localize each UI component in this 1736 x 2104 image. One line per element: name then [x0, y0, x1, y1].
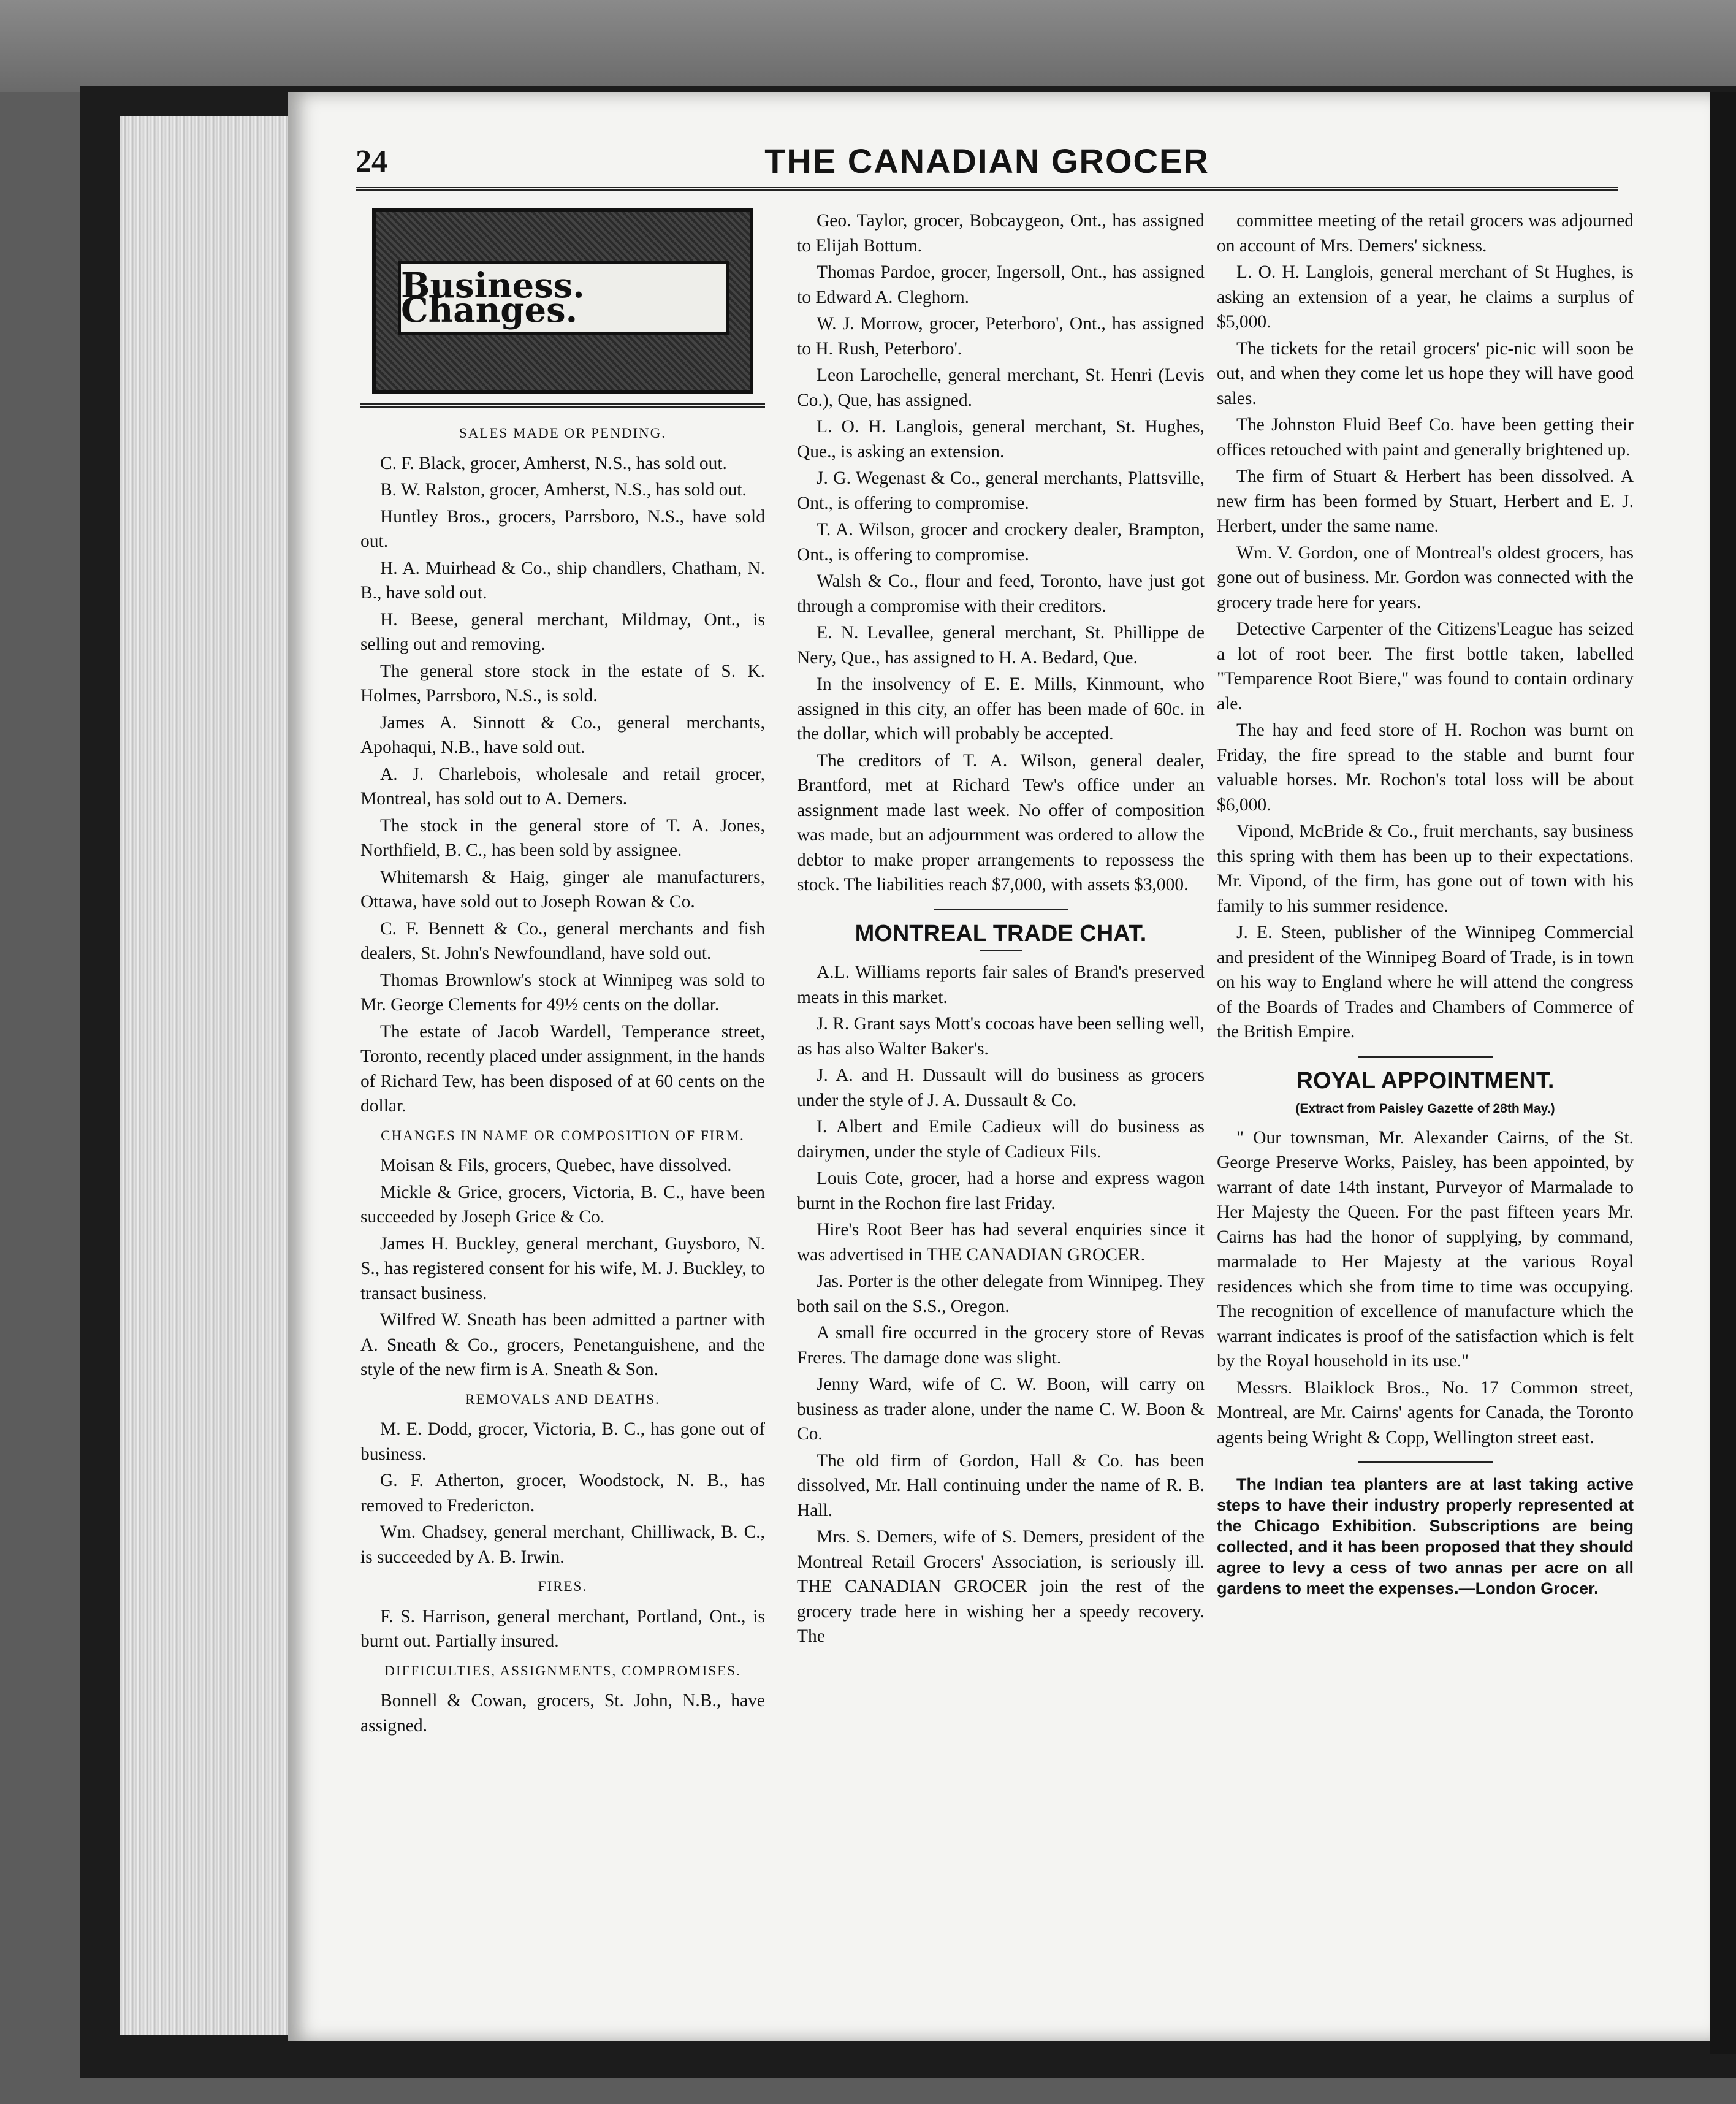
- paragraph: Hire's Root Beer has had several enquiries since it was advertised in THE CANADIAN GROCER.: [797, 1220, 1205, 1265]
- paragraph: The general store stock in the estate of S. K. Holmes, Parrsboro, N.S., is sold.: [360, 661, 765, 706]
- paragraph: Wm. Chadsey, general merchant, Chilliwack, B. C., is succeeded by A. B. Irwin.: [360, 1522, 765, 1567]
- banner-panel: [398, 261, 729, 335]
- montreal-list: [797, 960, 1205, 1649]
- paragraph: J. E. Steen, publisher of the Winnipeg Commercial and president of the Winnipeg Board of Trade, is in town on his way to England where he will attend the congress of the Boards of Trades and Chambers of Commerce of the British Empire.: [1217, 923, 1634, 1042]
- paragraph: L. O. H. Langlois, general merchant, St. Hughes, Que., is asking an extension.: [797, 417, 1205, 462]
- paragraph: J. G. Wegenast & Co., general merchants, Plattsville, Ont., is offering to compromise.: [797, 468, 1205, 513]
- page-edges: [120, 116, 307, 2035]
- paragraph: I. Albert and Emile Cadieux will do business as dairymen, under the style of Cadieux Fils.: [797, 1117, 1205, 1162]
- section-heading: CHANGES IN NAME OR COMPOSITION OF FIRM.: [381, 1127, 745, 1143]
- banner-text: Business. Changes.: [401, 265, 585, 330]
- assignments-list: [797, 208, 1205, 898]
- paragraph: B. W. Ralston, grocer, Amherst, N.S., has sold out.: [380, 480, 747, 500]
- paragraph: Louis Cote, grocer, had a horse and express wagon burnt in the Rochon fire last Friday.: [797, 1168, 1205, 1213]
- paragraph: committee meeting of the retail grocers was adjourned on account of Mrs. Demers' sickness.: [1217, 211, 1634, 256]
- continued-list: [1217, 208, 1634, 1045]
- paragraph: Detective Carpenter of the Citizens'League has seized a lot of root beer. The first bottle taken, labelled "Temparence Root Biere," was found to contain ordinary ale.: [1217, 619, 1634, 714]
- paragraph: H. Beese, general merchant, Mildmay, Ont., is selling out and removing.: [360, 609, 765, 654]
- paragraph: Walsh & Co., flour and feed, Toronto, have just got through a compromise with their creditors.: [797, 571, 1205, 616]
- paragraph: T. A. Wilson, grocer and crockery dealer, Brampton, Ont., is offering to compromise.: [797, 520, 1205, 565]
- paragraph: E. N. Levallee, general merchant, St. Phillippe de Nery, Que., has assigned to H. A. Bedard, Que.: [797, 623, 1205, 668]
- paragraph: Leon Larochelle, general merchant, St. Henri (Levis Co.), Que, has assigned.: [797, 365, 1205, 410]
- paragraph: W. J. Morrow, grocer, Peterboro', Ont., has assigned to H. Rush, Peterboro'.: [797, 314, 1205, 359]
- paragraph: James A. Sinnott & Co., general merchants, Apohaqui, N.B., have sold out.: [360, 712, 765, 757]
- montreal-trade-chat-heading: MONTREAL TRADE CHAT.: [855, 920, 1147, 947]
- paragraph: J. A. and H. Dussault will do business as grocers under the style of J. A. Dussault & Co.: [797, 1065, 1205, 1110]
- paragraph: The Johnston Fluid Beef Co. have been getting their offices retouched with paint and generally brightened up.: [1217, 415, 1634, 460]
- royal-extract-note: (Extract from Paisley Gazette of 28th May.): [1295, 1102, 1555, 1116]
- paragraph: Wilfred W. Sneath has been admitted a partner with A. Sneath & Co., grocers, Penetanguishene, and the style of the new firm is A. Sneath & Son.: [360, 1310, 765, 1379]
- section-heading: SALES MADE OR PENDING.: [459, 425, 666, 441]
- column-3: [1217, 208, 1634, 1601]
- paragraph: Wm. V. Gordon, one of Montreal's oldest grocers, has gone out of business. Mr. Gordon was connected with the grocery trade here for years.: [1217, 543, 1634, 612]
- paragraph: The old firm of Gordon, Hall & Co. has been dissolved, Mr. Hall continuing under the name of R. B. Hall.: [797, 1450, 1205, 1520]
- paragraph: The stock in the general store of T. A. Jones, Northfield, B. C., has been sold by assignee.: [360, 815, 765, 860]
- paragraph: Thomas Brownlow's stock at Winnipeg was sold to Mr. George Clements for 49½ cents on the dollar.: [360, 970, 765, 1015]
- section-heading: FIRES.: [538, 1579, 588, 1594]
- royal-list: [1217, 1126, 1634, 1450]
- paragraph: Vipond, McBride & Co., fruit merchants, say business this spring with them has been up to their expectations. Mr. Vipond, of the firm, has gone out of town with his family to his summer residence.: [1217, 821, 1634, 916]
- paragraph: A.L. Williams reports fair sales of Brand's preserved meats in this market.: [797, 962, 1205, 1007]
- paragraph: The tickets for the retail grocers' pic-nic will soon be out, and when they come let us hope they will have good sales.: [1217, 338, 1634, 408]
- section-heading: REMOVALS AND DEATHS.: [465, 1391, 660, 1407]
- paragraph: C. F. Black, grocer, Amherst, N.S., has sold out.: [380, 453, 727, 473]
- header-rule: [356, 187, 1618, 191]
- changes-list: [360, 1153, 765, 1382]
- scan-background: [0, 0, 1736, 92]
- paragraph: In the insolvency of E. E. Mills, Kinmount, who assigned in this city, an offer has been made of 60c. in the dollar, which will probably be accepted.: [797, 674, 1205, 744]
- paragraph: Jenny Ward, wife of C. W. Boon, will carry on business as trader alone, under the name C. W. Boon & Co.: [797, 1374, 1205, 1444]
- paragraph: The creditors of T. A. Wilson, general dealer, Brantford, met at Richard Tew's office under an assignment made last week. No offer of composition was made, but an adjournment was ordered to allow the debtor to make proper arrangements to repossess the stock. The liabilities reach $7,000, with assets $3,000.: [797, 750, 1205, 894]
- fires-list: [360, 1604, 765, 1654]
- column-rule: [1358, 1461, 1493, 1463]
- paragraph: A small fire occurred in the grocery store of Revas Freres. The damage done was slight.: [797, 1323, 1205, 1368]
- paragraph: Jas. Porter is the other delegate from Winnipeg. They both sail on the S.S., Oregon.: [797, 1271, 1205, 1316]
- paragraph: L. O. H. Langlois, general merchant of St Hughes, is asking an extension of a year, he claims a surplus of $5,000.: [1217, 262, 1634, 332]
- paragraph: J. R. Grant says Mott's cocoas have been selling well, as has also Walter Baker's.: [797, 1014, 1205, 1059]
- removals-list: [360, 1417, 765, 1569]
- column-2: [797, 208, 1205, 1651]
- paragraph: The firm of Stuart & Herbert has been dissolved. A new firm has been formed by Stuart, Herbert and E. J. Herbert, under the same name.: [1217, 467, 1634, 536]
- paragraph: M. E. Dodd, grocer, Victoria, B. C., has gone out of business.: [360, 1419, 765, 1464]
- paragraph: The estate of Jacob Wardell, Temperance street, Toronto, recently placed under assignment, in the hands of Richard Tew, has been disposed of at 60 cents on the dollar.: [360, 1021, 765, 1116]
- tea-paragraph: The Indian tea planters are at last taking active steps to have their industry properly represented at the Chicago Exhibition. Subscriptions are being collected, and it has been proposed that they should agree to levy a cess of two annas per acre on all gardens to meet the expenses.—London Grocer.: [1217, 1475, 1634, 1598]
- royal-appointment-heading: ROYAL APPOINTMENT.: [1296, 1067, 1555, 1094]
- paragraph: H. A. Muirhead & Co., ship chandlers, Chatham, N. B., have sold out.: [360, 558, 765, 603]
- paragraph: G. F. Atherton, grocer, Woodstock, N. B., has removed to Fredericton.: [360, 1471, 765, 1515]
- paragraph: Thomas Pardoe, grocer, Ingersoll, Ont., has assigned to Edward A. Cleghorn.: [797, 262, 1205, 307]
- column-rule: [934, 909, 1068, 910]
- paragraph: Messrs. Blaiklock Bros., No. 17 Common street, Montreal, are Mr. Cairns' agents for Canada, the Toronto agents being Wright & Copp, Wellington street east.: [1217, 1378, 1634, 1447]
- paragraph: Geo. Taylor, grocer, Bobcaygeon, Ont., has assigned to Elijah Bottum.: [797, 211, 1205, 256]
- paragraph: Whitemarsh & Haig, ginger ale manufacturers, Ottawa, have sold out to Joseph Rowan & Co.: [360, 867, 765, 912]
- page-number: 24: [356, 144, 387, 179]
- paragraph: Moisan & Fils, grocers, Quebec, have dissolved.: [380, 1156, 732, 1175]
- paragraph: Bonnell & Cowan, grocers, St. John, N.B., have assigned.: [360, 1691, 765, 1736]
- journal-title: THE CANADIAN GROCER: [764, 142, 1209, 180]
- paragraph: " Our townsman, Mr. Alexander Cairns, of the St. George Preserve Works, Paisley, has been appointed, by warrant of date 14th instant, Purveyor of Marmalade to Her Majesty the Queen. For the past fifteen years Mr. Cairns has had the honor of supplying, by command, marmalade to Her Majesty at the various Royal residences which she from time to time was occupying. The recognition of excellence of manufacture which the warrant indicates is proof of the satisfaction which is felt by the Royal household in its use.": [1217, 1127, 1634, 1371]
- paragraph: Mickle & Grice, grocers, Victoria, B. C., have been succeeded by Joseph Grice & Co.: [360, 1182, 765, 1227]
- difficulties-list: [360, 1688, 765, 1738]
- paragraph: F. S. Harrison, general merchant, Portland, Ont., is burnt out. Partially insured.: [360, 1606, 765, 1651]
- scan-edge: [1710, 92, 1736, 2054]
- paragraph: James H. Buckley, general merchant, Guysboro, N. S., has registered consent for his wife, M. J. Buckley, to transact business.: [360, 1233, 765, 1303]
- heading-rule: [980, 950, 1022, 951]
- paragraph: Huntley Bros., grocers, Parrsboro, N.S., have sold out.: [360, 506, 765, 551]
- column-rule: [1358, 1056, 1493, 1058]
- business-changes-banner: [372, 208, 753, 394]
- banner-rule: [360, 403, 765, 408]
- paragraph: C. F. Bennett & Co., general merchants and fish dealers, St. John's Newfoundland, have sold out.: [360, 918, 765, 963]
- paragraph: A. J. Charlebois, wholesale and retail grocer, Montreal, has sold out to A. Demers.: [360, 764, 765, 809]
- section-heading: DIFFICULTIES, ASSIGNMENTS, COMPROMISES.: [384, 1663, 741, 1679]
- column-1: [360, 208, 765, 1740]
- paragraph: Mrs. S. Demers, wife of S. Demers, president of the Montreal Retail Grocers' Association, is seriously ill. THE CANADIAN GROCER join the rest of the grocery trade here in wishing her a speedy recovery. The: [797, 1527, 1205, 1646]
- page-header: [356, 141, 1618, 190]
- sales-list: [360, 451, 765, 1119]
- paragraph: The hay and feed store of H. Rochon was burnt on Friday, the fire spread to the stable and burnt four valuable horses. Mr. Rochon's total loss will be about $6,000.: [1217, 720, 1634, 815]
